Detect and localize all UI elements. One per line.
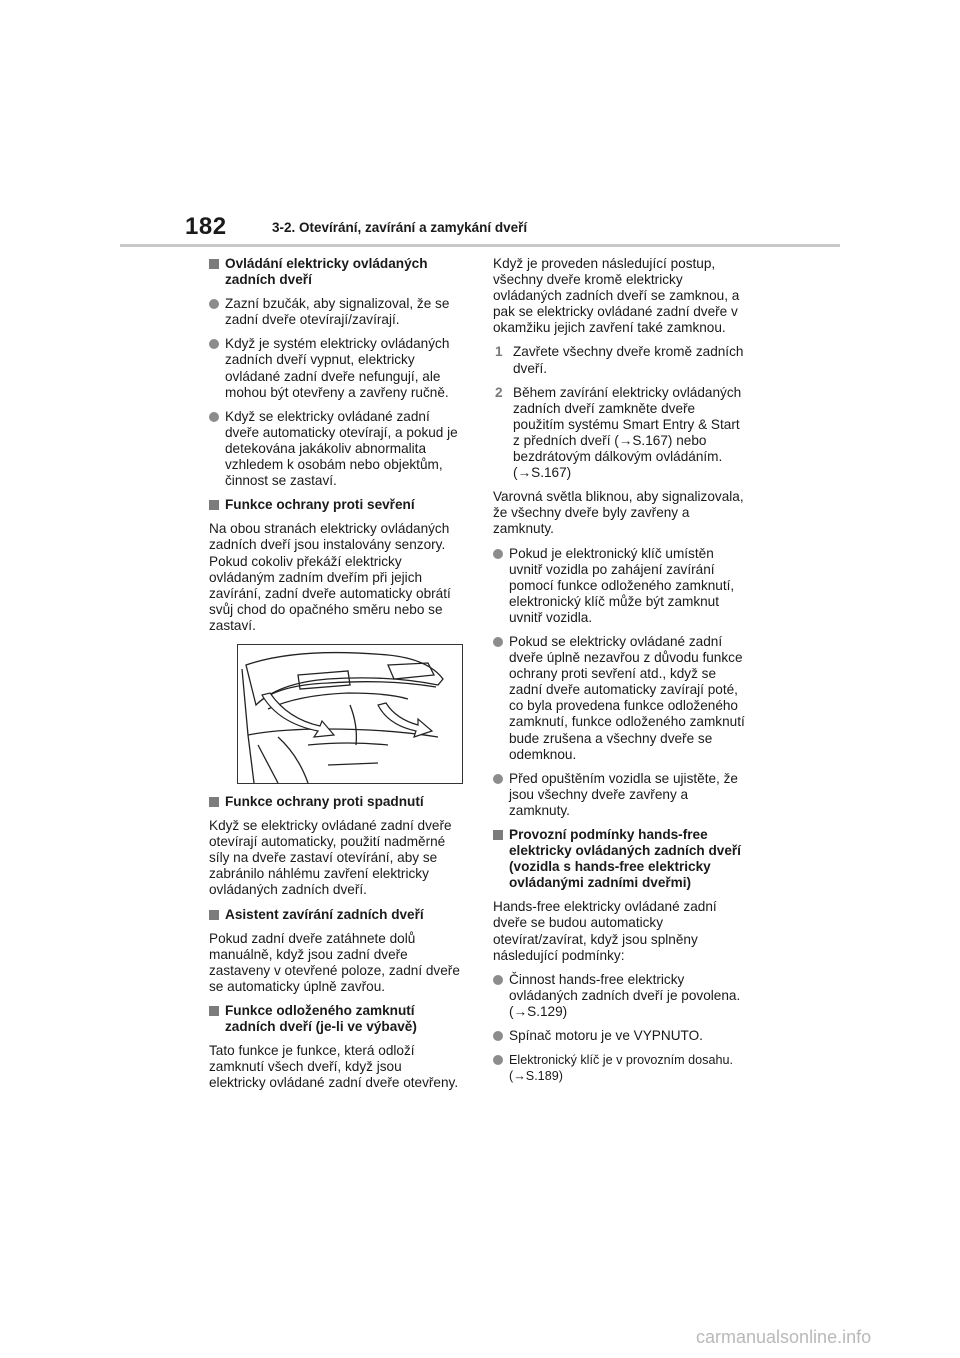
watermark: carmanualsonline.info — [696, 1327, 872, 1347]
para-procedure-intro: Když je proveden následující postup, všechny dveře kromě elektricky ovládaných zadních dveří se zamknou, a pak se elektricky ovládané zadní dveře v okamžiku jejich zavření také zamknou. — [493, 256, 740, 336]
heading-hands-free-conditions: Provozní podmínky hands-free elektricky ovládaných zadních dveří (vozidla s hands-free elektricky ovládanými zadními dveřmi) — [493, 827, 745, 891]
page-header — [0, 0, 960, 250]
para-warning-lights: Varovná světla bliknou, aby signalizovala, že všechny dveře byly zavřeny a zamknuty. — [493, 489, 744, 537]
section-title: 3-2. Otevírání, zavírání a zamykání dveří — [272, 220, 528, 235]
step-1-number: 1 — [495, 344, 503, 360]
right-column — [493, 256, 745, 1092]
para-closing-assist: Pokud zadní dveře zatáhnete dolů manuálně, když jsou zadní dveře zastaveny v otevřené poloze, zadní dveře se automaticky úplně zavřou. — [209, 930, 460, 994]
step-1-text: Zavřete všechny dveře kromě zadních dveří. — [513, 344, 744, 376]
heading-jam-protection: Funkce ochrany proti sevření — [209, 497, 461, 513]
para-drop-protection: Když se elektricky ovládané zadní dveře otevírají automaticky, použití nadměrné síly na dveře zastaví otevírání, aby se zabránilo náhlému zavření elektricky ovládaných zadních dveří. — [209, 818, 452, 898]
bullet-abnormality: Když se elektricky ovládané zadní dveře automaticky otevírají, a pokud je detekována jakákoliv abnormalita vzhledem k osobám nebo objektům, činnost se zastaví. — [209, 409, 461, 489]
para-delayed-lock: Tato funkce je funkce, která odloží zamknutí všech dveří, když jsou elektricky ovládané zadní dveře otevřeny. — [209, 1043, 459, 1091]
tailgate-sensor-illustration — [237, 644, 463, 784]
bullet-hands-free-enabled: Činnost hands-free elektricky ovládaných zadních dveří je povolena. (→S.129) — [493, 972, 745, 1020]
heading-closing-assist: Asistent zavírání zadních dveří — [209, 907, 461, 923]
step-2 — [493, 385, 745, 482]
bullet-system-off: Když je systém elektricky ovládaných zadních dveří vypnut, elektricky ovládané zadní dveře nefungují, ale mohou být otevřeny a zavřeny ručně. — [209, 336, 461, 400]
step-1 — [493, 344, 745, 376]
tailgate-drawing — [238, 645, 462, 783]
heading-drop-protection: Funkce ochrany proti spadnutí — [209, 794, 461, 810]
para-hands-free-intro: Hands-free elektricky ovládané zadní dveře se budou automaticky otevírat/zavírat, když jsou splněny následující podmínky: — [493, 899, 717, 963]
left-column — [209, 256, 461, 1099]
bullet-lock-cancelled: Pokud se elektricky ovládané zadní dveře úplně nezavřou z důvodu funkce ochrany proti sevření atd., když se zadní dveře automaticky zavírají poté, co byla provedena funkce odloženého zamknutí, funkce odloženého zamknutí bude zrušena a všechny dveře se odemknou. — [493, 634, 745, 763]
heading-delayed-lock: Funkce odloženého zamknutí zadních dveří (je-li ve výbavě) — [209, 1003, 461, 1035]
para-jam-protection: Na obou stranách elektricky ovládaných zadních dveří jsou instalovány senzory. Pokud cokoliv překáží elektricky ovládaným zadním dveřím při jejich zavírání, zadní dveře automaticky obrátí svůj chod do opačného směru nebo se zastaví. — [209, 521, 451, 633]
bullet-buzzer: Zazní bzučák, aby signalizoval, že se zadní dveře otevírají/zavírají. — [209, 296, 461, 328]
step-2-number: 2 — [495, 384, 503, 400]
bullet-check-locked: Před opuštěním vozidla se ujistěte, že jsou všechny dveře zavřeny a zamknuty. — [493, 771, 745, 819]
header-divider — [120, 244, 840, 247]
bullet-engine-off: Spínač motoru je ve VYPNUTO. — [493, 1028, 745, 1044]
bullet-key-in-range: Elektronický klíč je v provozním dosahu. (→S.189) — [493, 1052, 745, 1084]
page-number: 182 — [185, 213, 227, 240]
bullet-key-inside: Pokud je elektronický klíč umístěn uvnitř vozidla po zahájení zavírání pomocí funkce odloženého zamknutí, elektronický klíč může být zamknut uvnitř vozidla. — [493, 546, 745, 626]
step-2-text: Během zavírání elektricky ovládaných zadních dveří zamkněte dveře použitím systému Smart Entry & Start z předních dveří (→S.167) nebo bezdrátovým dálkovým ovládáním. (→S.167) — [513, 384, 742, 481]
heading-power-tailgate: Ovládání elektricky ovládaných zadních dveří — [209, 256, 461, 288]
